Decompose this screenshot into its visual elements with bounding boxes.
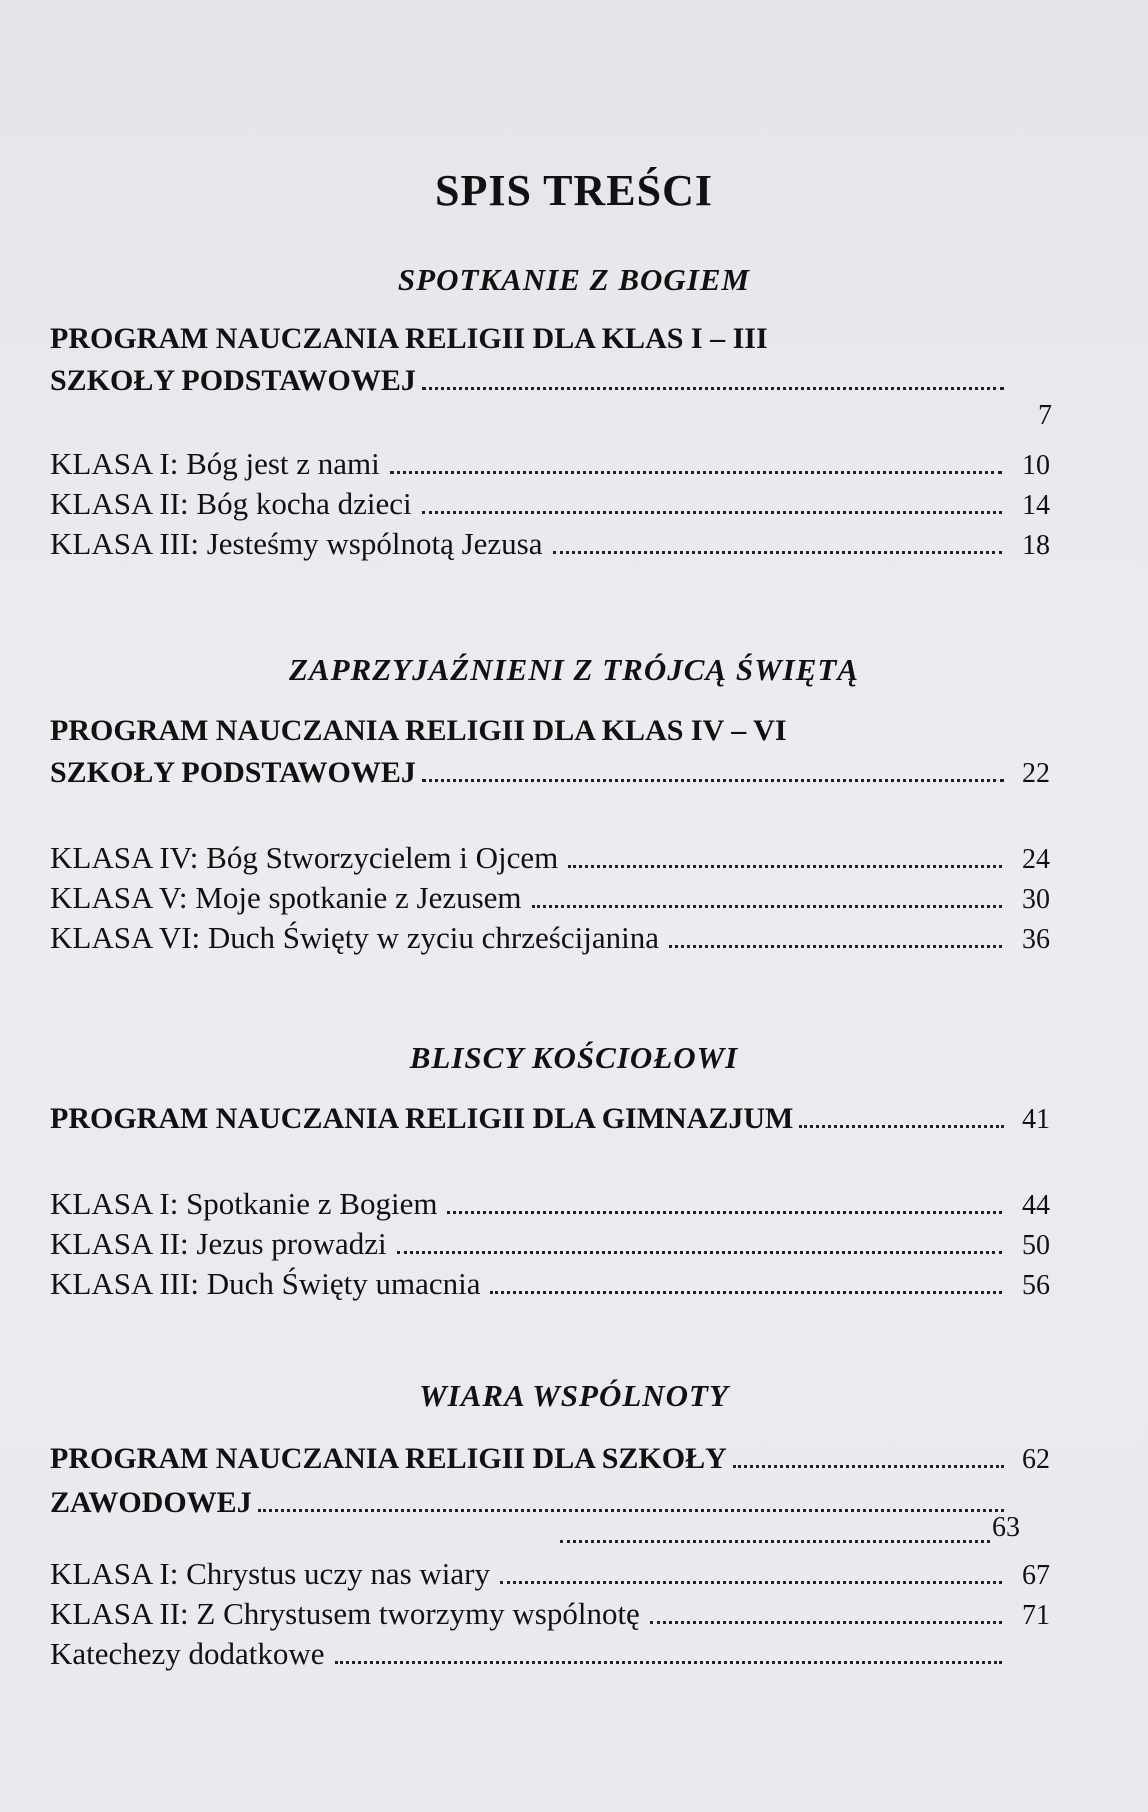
- dot-leader: [553, 551, 1003, 554]
- program-entry-4[interactable]: [50, 1438, 1050, 1476]
- dot-leader: [560, 1540, 990, 1543]
- dot-leader: [447, 1211, 1002, 1214]
- entry-label: KLASA I: Chrystus uczy nas wiary: [50, 1556, 490, 1591]
- section-heading-1: SPOTKANIE Z BOGIEM: [397, 262, 751, 297]
- entry-label: KLASA IV: Bóg Stworzycielem i Ojcem: [50, 840, 559, 875]
- entry-label: Katechezy dodatkowe: [50, 1636, 325, 1671]
- dot-leader: [335, 1661, 1002, 1664]
- dot-leader: [532, 905, 1002, 908]
- program-title-3: PROGRAM NAUCZANIA RELIGII DLA GIMNAZJUM: [50, 1102, 794, 1135]
- toc-entry[interactable]: [50, 1226, 1050, 1262]
- entry-label: KLASA II: Bóg kocha dzieci: [50, 486, 412, 521]
- program-title-4: PROGRAM NAUCZANIA RELIGII DLA SZKOŁY: [50, 1442, 727, 1475]
- program-title-1-line2: SZKOŁY PODSTAWOWEJ: [50, 364, 416, 397]
- entry-page: 44: [1022, 1190, 1050, 1221]
- toc-entry[interactable]: [50, 1596, 1050, 1632]
- entry-label: KLASA VI: Duch Święty w zyciu chrześcijanina: [50, 920, 659, 955]
- entry-page: 18: [1022, 530, 1050, 561]
- dot-leader: [422, 779, 1004, 782]
- dot-leader: [258, 1509, 1004, 1512]
- entry-label: KLASA II: Z Chrystusem tworzymy wspólnotę: [50, 1596, 640, 1631]
- program-page-4: 62: [1022, 1444, 1050, 1475]
- program-page-2: 22: [1022, 758, 1050, 789]
- program-page-3: 41: [1022, 1104, 1050, 1135]
- dot-leader: [422, 387, 1004, 390]
- entry-page: 50: [1022, 1230, 1050, 1261]
- extra-page: 63: [992, 1512, 1020, 1543]
- toc-entry[interactable]: [50, 526, 1050, 562]
- toc-entry[interactable]: [50, 840, 1050, 876]
- entry-page: 10: [1022, 450, 1050, 481]
- toc-entry[interactable]: [50, 1186, 1050, 1222]
- program-entry-3[interactable]: [50, 1098, 1050, 1136]
- entry-page: 67: [1022, 1560, 1050, 1591]
- entry-page: 71: [1022, 1600, 1050, 1631]
- toc-entry[interactable]: [50, 880, 1050, 916]
- dot-leader: [500, 1581, 1002, 1584]
- section-heading-3: BLISCY KOŚCIOŁOWI: [409, 1040, 739, 1075]
- program-page-1: 7: [1038, 400, 1052, 431]
- toc-entry[interactable]: [50, 920, 1050, 956]
- dot-leader: [390, 471, 1002, 474]
- toc-entry[interactable]: [50, 1556, 1050, 1592]
- toc-entry[interactable]: [50, 446, 1050, 482]
- entry-label: KLASA I: Spotkanie z Bogiem: [50, 1186, 438, 1221]
- entry-label: KLASA V: Moje spotkanie z Jezusem: [50, 880, 522, 915]
- section-heading-2: ZAPRZYJAŹNIENI Z TRÓJCĄ ŚWIĘTĄ: [289, 652, 859, 687]
- program-entry-2[interactable]: [50, 752, 1050, 790]
- entry-label: KLASA III: Jesteśmy wspólnotą Jezusa: [50, 526, 543, 561]
- program-title-2: PROGRAM NAUCZANIA RELIGII DLA KLAS IV – VI: [50, 714, 787, 747]
- toc-entry[interactable]: [50, 486, 1050, 522]
- entry-label: KLASA I: Bóg jest z nami: [50, 446, 380, 481]
- program-entry-4-cont[interactable]: [50, 1482, 1050, 1520]
- program-title-4-line2: ZAWODOWEJ: [50, 1486, 252, 1519]
- dot-leader: [422, 511, 1002, 514]
- program-title-1: PROGRAM NAUCZANIA RELIGII DLA KLAS I – III: [50, 322, 768, 355]
- program-title-2-line2: SZKOŁY PODSTAWOWEJ: [50, 756, 416, 789]
- page-title: SPIS TREŚCI: [435, 166, 713, 215]
- dot-leader: [490, 1291, 1002, 1294]
- entry-page: 14: [1022, 490, 1050, 521]
- dot-leader: [650, 1621, 1002, 1624]
- dot-leader: [669, 945, 1002, 948]
- toc-entry[interactable]: [50, 1636, 1050, 1672]
- entry-label: KLASA II: Jezus prowadzi: [50, 1226, 387, 1261]
- dot-leader: [733, 1465, 1004, 1468]
- dot-leader: [799, 1125, 1004, 1128]
- program-entry-1[interactable]: [50, 360, 1050, 398]
- dot-leader: [568, 865, 1002, 868]
- entry-page: 24: [1022, 844, 1050, 875]
- entry-page: 36: [1022, 924, 1050, 955]
- dot-leader: [397, 1251, 1002, 1254]
- entry-label: KLASA III: Duch Święty umacnia: [50, 1266, 481, 1301]
- section-heading-4: WIARA WSPÓLNOTY: [419, 1378, 729, 1413]
- entry-page: 56: [1022, 1270, 1050, 1301]
- entry-page: 30: [1022, 884, 1050, 915]
- toc-entry[interactable]: [50, 1266, 1050, 1302]
